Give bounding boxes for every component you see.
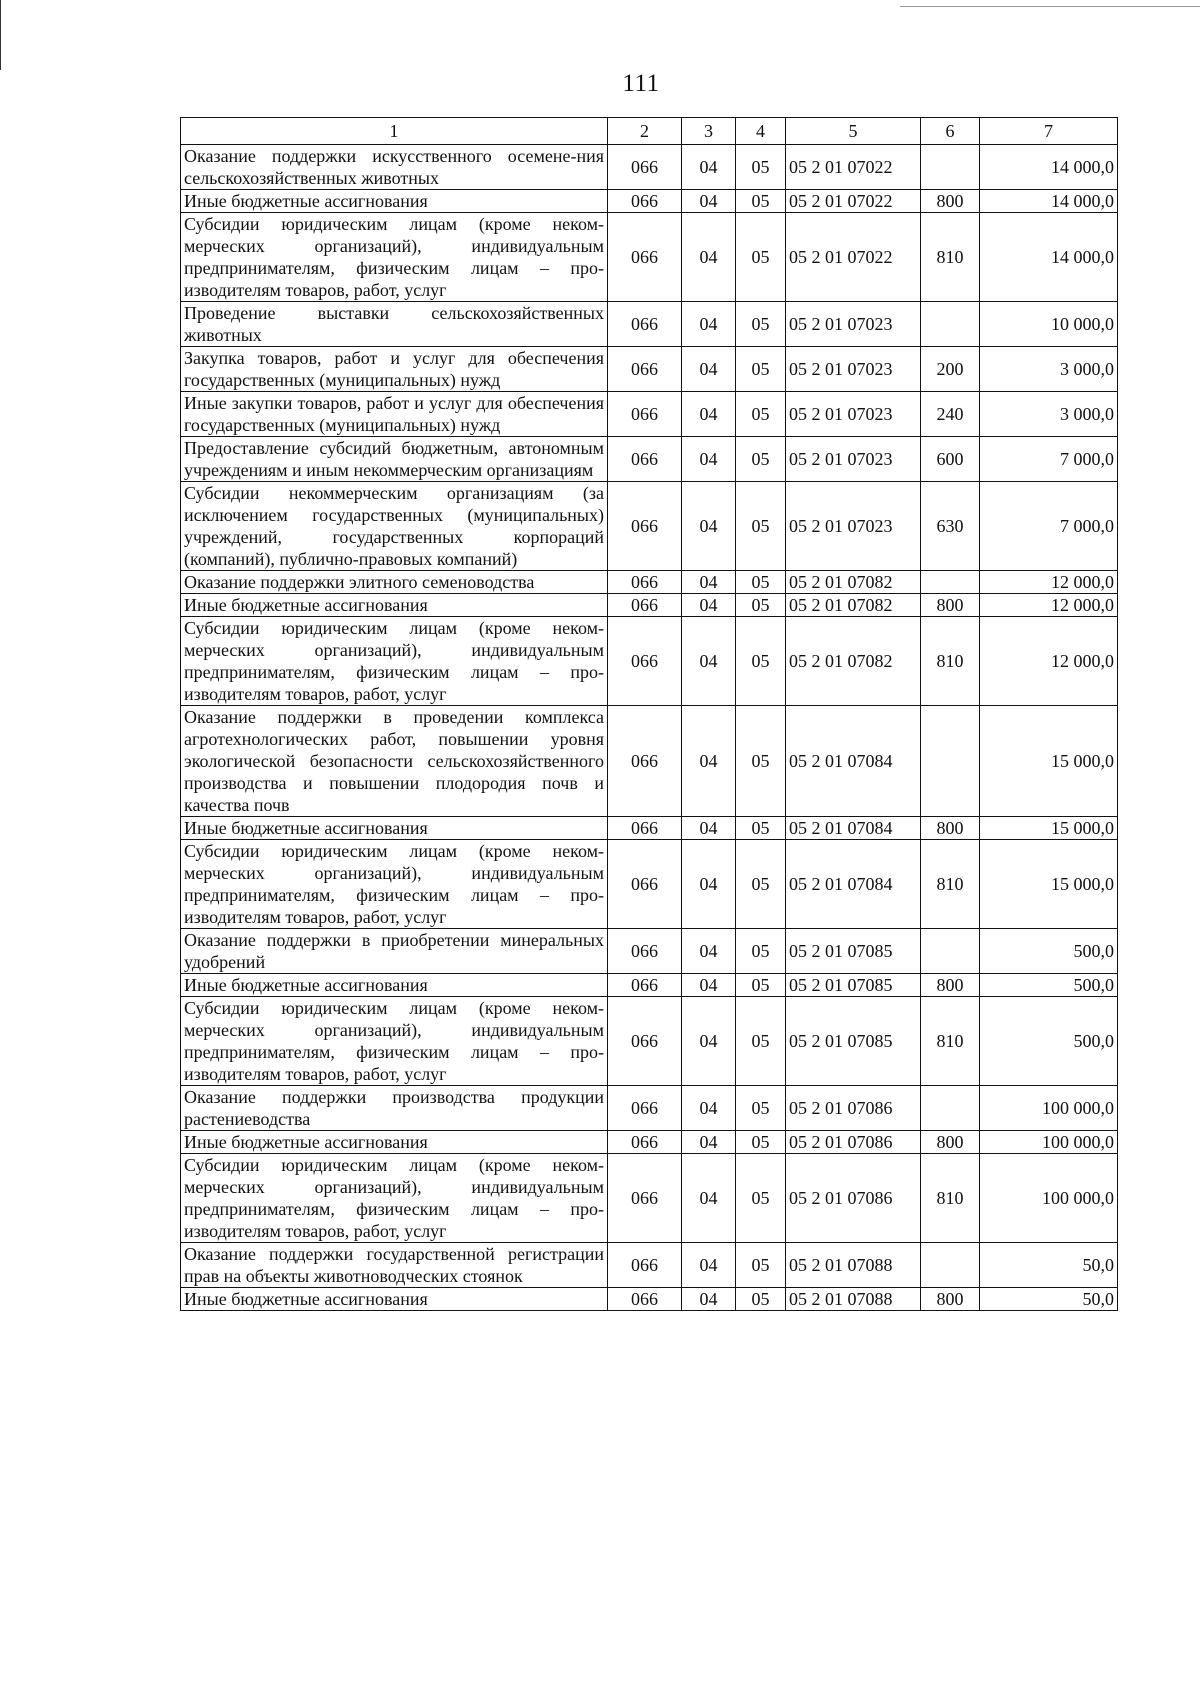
target-code-cell: 05 2 01 07082 bbox=[786, 571, 921, 594]
ministry-code-cell: 066 bbox=[608, 1086, 682, 1131]
expense-type-code-cell bbox=[921, 706, 980, 817]
expense-type-code-cell bbox=[921, 929, 980, 974]
item-name-cell: Оказание поддержки производства продукции растениеводства bbox=[181, 1086, 608, 1131]
ministry-code-cell: 066 bbox=[608, 437, 682, 482]
item-name-cell: Субсидии некоммерческим организациям (за исключением государственных (муниципальных) учреждений, государственных корпораций (компаний), публично-правовых компаний) bbox=[181, 482, 608, 571]
header-cell: 4 bbox=[736, 118, 786, 145]
target-code-cell: 05 2 01 07023 bbox=[786, 482, 921, 571]
scan-edge-line bbox=[900, 6, 1200, 7]
section-code-cell: 04 bbox=[682, 145, 736, 190]
amount-cell: 500,0 bbox=[980, 929, 1118, 974]
ministry-code-cell: 066 bbox=[608, 929, 682, 974]
table-row bbox=[181, 392, 1118, 437]
table-row bbox=[181, 1154, 1118, 1243]
ministry-code-cell: 066 bbox=[608, 145, 682, 190]
amount-cell: 12 000,0 bbox=[980, 594, 1118, 617]
amount-cell: 10 000,0 bbox=[980, 302, 1118, 347]
target-code-cell: 05 2 01 07022 bbox=[786, 145, 921, 190]
amount-cell: 14 000,0 bbox=[980, 190, 1118, 213]
amount-cell: 14 000,0 bbox=[980, 145, 1118, 190]
expense-type-code-cell: 800 bbox=[921, 1131, 980, 1154]
expense-type-code-cell: 200 bbox=[921, 347, 980, 392]
table-row bbox=[181, 617, 1118, 706]
amount-cell: 3 000,0 bbox=[980, 392, 1118, 437]
expense-type-code-cell: 800 bbox=[921, 1288, 980, 1311]
expense-type-code-cell: 810 bbox=[921, 213, 980, 302]
section-code-cell: 04 bbox=[682, 1086, 736, 1131]
expense-type-code-cell: 800 bbox=[921, 190, 980, 213]
target-code-cell: 05 2 01 07023 bbox=[786, 347, 921, 392]
table-row bbox=[181, 145, 1118, 190]
amount-cell: 100 000,0 bbox=[980, 1131, 1118, 1154]
subsection-code-cell: 05 bbox=[736, 974, 786, 997]
table-row bbox=[181, 190, 1118, 213]
subsection-code-cell: 05 bbox=[736, 817, 786, 840]
target-code-cell: 05 2 01 07085 bbox=[786, 997, 921, 1086]
section-code-cell: 04 bbox=[682, 347, 736, 392]
expense-type-code-cell: 600 bbox=[921, 437, 980, 482]
ministry-code-cell: 066 bbox=[608, 706, 682, 817]
target-code-cell: 05 2 01 07088 bbox=[786, 1288, 921, 1311]
section-code-cell: 04 bbox=[682, 997, 736, 1086]
section-code-cell: 04 bbox=[682, 617, 736, 706]
amount-cell: 12 000,0 bbox=[980, 571, 1118, 594]
ministry-code-cell: 066 bbox=[608, 817, 682, 840]
table-row bbox=[181, 594, 1118, 617]
ministry-code-cell: 066 bbox=[608, 347, 682, 392]
budget-table bbox=[180, 117, 1118, 1311]
subsection-code-cell: 05 bbox=[736, 213, 786, 302]
item-name-cell: Оказание поддержки государственной регистрации прав на объекты животноводческих стоянок bbox=[181, 1243, 608, 1288]
section-code-cell: 04 bbox=[682, 1154, 736, 1243]
section-code-cell: 04 bbox=[682, 974, 736, 997]
item-name-cell: Субсидии юридическим лицам (кроме некоммерческих организаций), индивидуальным предпринимателям, физическим лицам – производителям товаров, работ, услуг bbox=[181, 1154, 608, 1243]
table-row bbox=[181, 347, 1118, 392]
section-code-cell: 04 bbox=[682, 840, 736, 929]
target-code-cell: 05 2 01 07086 bbox=[786, 1154, 921, 1243]
table-row bbox=[181, 974, 1118, 997]
target-code-cell: 05 2 01 07023 bbox=[786, 392, 921, 437]
section-code-cell: 04 bbox=[682, 302, 736, 347]
ministry-code-cell: 066 bbox=[608, 1243, 682, 1288]
target-code-cell: 05 2 01 07084 bbox=[786, 840, 921, 929]
table-row bbox=[181, 302, 1118, 347]
subsection-code-cell: 05 bbox=[736, 1131, 786, 1154]
ministry-code-cell: 066 bbox=[608, 840, 682, 929]
ministry-code-cell: 066 bbox=[608, 392, 682, 437]
expense-type-code-cell bbox=[921, 571, 980, 594]
item-name-cell: Иные бюджетные ассигнования bbox=[181, 1288, 608, 1311]
section-code-cell: 04 bbox=[682, 437, 736, 482]
table-row bbox=[181, 817, 1118, 840]
expense-type-code-cell bbox=[921, 302, 980, 347]
section-code-cell: 04 bbox=[682, 706, 736, 817]
expense-type-code-cell: 800 bbox=[921, 974, 980, 997]
item-name-cell: Оказание поддержки искусственного осемене-ния сельскохозяйственных животных bbox=[181, 145, 608, 190]
amount-cell: 100 000,0 bbox=[980, 1086, 1118, 1131]
ministry-code-cell: 066 bbox=[608, 974, 682, 997]
table-row bbox=[181, 482, 1118, 571]
header-cell: 7 bbox=[980, 118, 1118, 145]
expense-type-code-cell: 800 bbox=[921, 817, 980, 840]
target-code-cell: 05 2 01 07086 bbox=[786, 1131, 921, 1154]
target-code-cell: 05 2 01 07022 bbox=[786, 190, 921, 213]
table-row bbox=[181, 706, 1118, 817]
subsection-code-cell: 05 bbox=[736, 929, 786, 974]
item-name-cell: Проведение выставки сельскохозяйственных животных bbox=[181, 302, 608, 347]
table-row bbox=[181, 1243, 1118, 1288]
subsection-code-cell: 05 bbox=[736, 1086, 786, 1131]
expense-type-code-cell: 810 bbox=[921, 997, 980, 1086]
subsection-code-cell: 05 bbox=[736, 706, 786, 817]
scan-edge-line-left bbox=[0, 0, 1, 70]
target-code-cell: 05 2 01 07084 bbox=[786, 817, 921, 840]
item-name-cell: Иные бюджетные ассигнования bbox=[181, 974, 608, 997]
ministry-code-cell: 066 bbox=[608, 213, 682, 302]
expense-type-code-cell bbox=[921, 1243, 980, 1288]
target-code-cell: 05 2 01 07023 bbox=[786, 302, 921, 347]
subsection-code-cell: 05 bbox=[736, 1288, 786, 1311]
item-name-cell: Иные бюджетные ассигнования bbox=[181, 1131, 608, 1154]
target-code-cell: 05 2 01 07085 bbox=[786, 929, 921, 974]
ministry-code-cell: 066 bbox=[608, 1154, 682, 1243]
ministry-code-cell: 066 bbox=[608, 997, 682, 1086]
target-code-cell: 05 2 01 07088 bbox=[786, 1243, 921, 1288]
table-row bbox=[181, 213, 1118, 302]
subsection-code-cell: 05 bbox=[736, 347, 786, 392]
target-code-cell: 05 2 01 07023 bbox=[786, 437, 921, 482]
expense-type-code-cell: 810 bbox=[921, 617, 980, 706]
amount-cell: 50,0 bbox=[980, 1243, 1118, 1288]
target-code-cell: 05 2 01 07086 bbox=[786, 1086, 921, 1131]
amount-cell: 12 000,0 bbox=[980, 617, 1118, 706]
amount-cell: 15 000,0 bbox=[980, 706, 1118, 817]
target-code-cell: 05 2 01 07082 bbox=[786, 617, 921, 706]
section-code-cell: 04 bbox=[682, 1131, 736, 1154]
subsection-code-cell: 05 bbox=[736, 392, 786, 437]
table-row bbox=[181, 1288, 1118, 1311]
expense-type-code-cell bbox=[921, 1086, 980, 1131]
expense-type-code-cell bbox=[921, 145, 980, 190]
ministry-code-cell: 066 bbox=[608, 1131, 682, 1154]
section-code-cell: 04 bbox=[682, 1288, 736, 1311]
amount-cell: 7 000,0 bbox=[980, 437, 1118, 482]
section-code-cell: 04 bbox=[682, 1243, 736, 1288]
expense-type-code-cell: 630 bbox=[921, 482, 980, 571]
expense-type-code-cell: 810 bbox=[921, 840, 980, 929]
subsection-code-cell: 05 bbox=[736, 437, 786, 482]
amount-cell: 50,0 bbox=[980, 1288, 1118, 1311]
item-name-cell: Оказание поддержки элитного семеноводства bbox=[181, 571, 608, 594]
subsection-code-cell: 05 bbox=[736, 594, 786, 617]
target-code-cell: 05 2 01 07082 bbox=[786, 594, 921, 617]
amount-cell: 3 000,0 bbox=[980, 347, 1118, 392]
ministry-code-cell: 066 bbox=[608, 1288, 682, 1311]
subsection-code-cell: 05 bbox=[736, 145, 786, 190]
expense-type-code-cell: 240 bbox=[921, 392, 980, 437]
item-name-cell: Иные бюджетные ассигнования bbox=[181, 190, 608, 213]
table-row bbox=[181, 1086, 1118, 1131]
subsection-code-cell: 05 bbox=[736, 190, 786, 213]
subsection-code-cell: 05 bbox=[736, 482, 786, 571]
header-cell: 3 bbox=[682, 118, 736, 145]
item-name-cell: Иные закупки товаров, работ и услуг для обеспечения государственных (муниципальных) нужд bbox=[181, 392, 608, 437]
subsection-code-cell: 05 bbox=[736, 302, 786, 347]
amount-cell: 500,0 bbox=[980, 974, 1118, 997]
ministry-code-cell: 066 bbox=[608, 617, 682, 706]
item-name-cell: Субсидии юридическим лицам (кроме некоммерческих организаций), индивидуальным предпринимателям, физическим лицам – производителям товаров, работ, услуг bbox=[181, 213, 608, 302]
expense-type-code-cell: 800 bbox=[921, 594, 980, 617]
item-name-cell: Предоставление субсидий бюджетным, автономным учреждениям и иным некоммерческим организациям bbox=[181, 437, 608, 482]
amount-cell: 15 000,0 bbox=[980, 840, 1118, 929]
table-row bbox=[181, 571, 1118, 594]
item-name-cell: Закупка товаров, работ и услуг для обеспечения государственных (муниципальных) нужд bbox=[181, 347, 608, 392]
item-name-cell: Иные бюджетные ассигнования bbox=[181, 817, 608, 840]
header-cell: 6 bbox=[921, 118, 980, 145]
ministry-code-cell: 066 bbox=[608, 482, 682, 571]
ministry-code-cell: 066 bbox=[608, 571, 682, 594]
amount-cell: 500,0 bbox=[980, 997, 1118, 1086]
target-code-cell: 05 2 01 07085 bbox=[786, 974, 921, 997]
ministry-code-cell: 066 bbox=[608, 190, 682, 213]
subsection-code-cell: 05 bbox=[736, 617, 786, 706]
subsection-code-cell: 05 bbox=[736, 571, 786, 594]
ministry-code-cell: 066 bbox=[608, 302, 682, 347]
item-name-cell: Субсидии юридическим лицам (кроме некоммерческих организаций), индивидуальным предпринимателям, физическим лицам – производителям товаров, работ, услуг bbox=[181, 840, 608, 929]
table-row bbox=[181, 437, 1118, 482]
expense-type-code-cell: 810 bbox=[921, 1154, 980, 1243]
subsection-code-cell: 05 bbox=[736, 997, 786, 1086]
table-header-row bbox=[181, 118, 1118, 145]
section-code-cell: 04 bbox=[682, 571, 736, 594]
item-name-cell: Субсидии юридическим лицам (кроме некоммерческих организаций), индивидуальным предпринимателям, физическим лицам – производителям товаров, работ, услуг bbox=[181, 997, 608, 1086]
table-row bbox=[181, 840, 1118, 929]
item-name-cell: Оказание поддержки в проведении комплекса агротехнологических работ, повышении уровня экологической безопасности сельскохозяйственного производства и повышении плодородия почв и качества почв bbox=[181, 706, 608, 817]
ministry-code-cell: 066 bbox=[608, 594, 682, 617]
section-code-cell: 04 bbox=[682, 213, 736, 302]
subsection-code-cell: 05 bbox=[736, 1154, 786, 1243]
header-cell: 1 bbox=[181, 118, 608, 145]
item-name-cell: Оказание поддержки в приобретении минеральных удобрений bbox=[181, 929, 608, 974]
target-code-cell: 05 2 01 07084 bbox=[786, 706, 921, 817]
header-cell: 5 bbox=[786, 118, 921, 145]
amount-cell: 14 000,0 bbox=[980, 213, 1118, 302]
item-name-cell: Иные бюджетные ассигнования bbox=[181, 594, 608, 617]
section-code-cell: 04 bbox=[682, 482, 736, 571]
header-cell: 2 bbox=[608, 118, 682, 145]
page-number: 111 bbox=[622, 70, 660, 97]
target-code-cell: 05 2 01 07022 bbox=[786, 213, 921, 302]
amount-cell: 15 000,0 bbox=[980, 817, 1118, 840]
section-code-cell: 04 bbox=[682, 929, 736, 974]
table-row bbox=[181, 929, 1118, 974]
subsection-code-cell: 05 bbox=[736, 1243, 786, 1288]
table-row bbox=[181, 1131, 1118, 1154]
section-code-cell: 04 bbox=[682, 190, 736, 213]
section-code-cell: 04 bbox=[682, 594, 736, 617]
item-name-cell: Субсидии юридическим лицам (кроме некоммерческих организаций), индивидуальным предпринимателям, физическим лицам – производителям товаров, работ, услуг bbox=[181, 617, 608, 706]
amount-cell: 7 000,0 bbox=[980, 482, 1118, 571]
subsection-code-cell: 05 bbox=[736, 840, 786, 929]
section-code-cell: 04 bbox=[682, 392, 736, 437]
amount-cell: 100 000,0 bbox=[980, 1154, 1118, 1243]
table-row bbox=[181, 997, 1118, 1086]
section-code-cell: 04 bbox=[682, 817, 736, 840]
